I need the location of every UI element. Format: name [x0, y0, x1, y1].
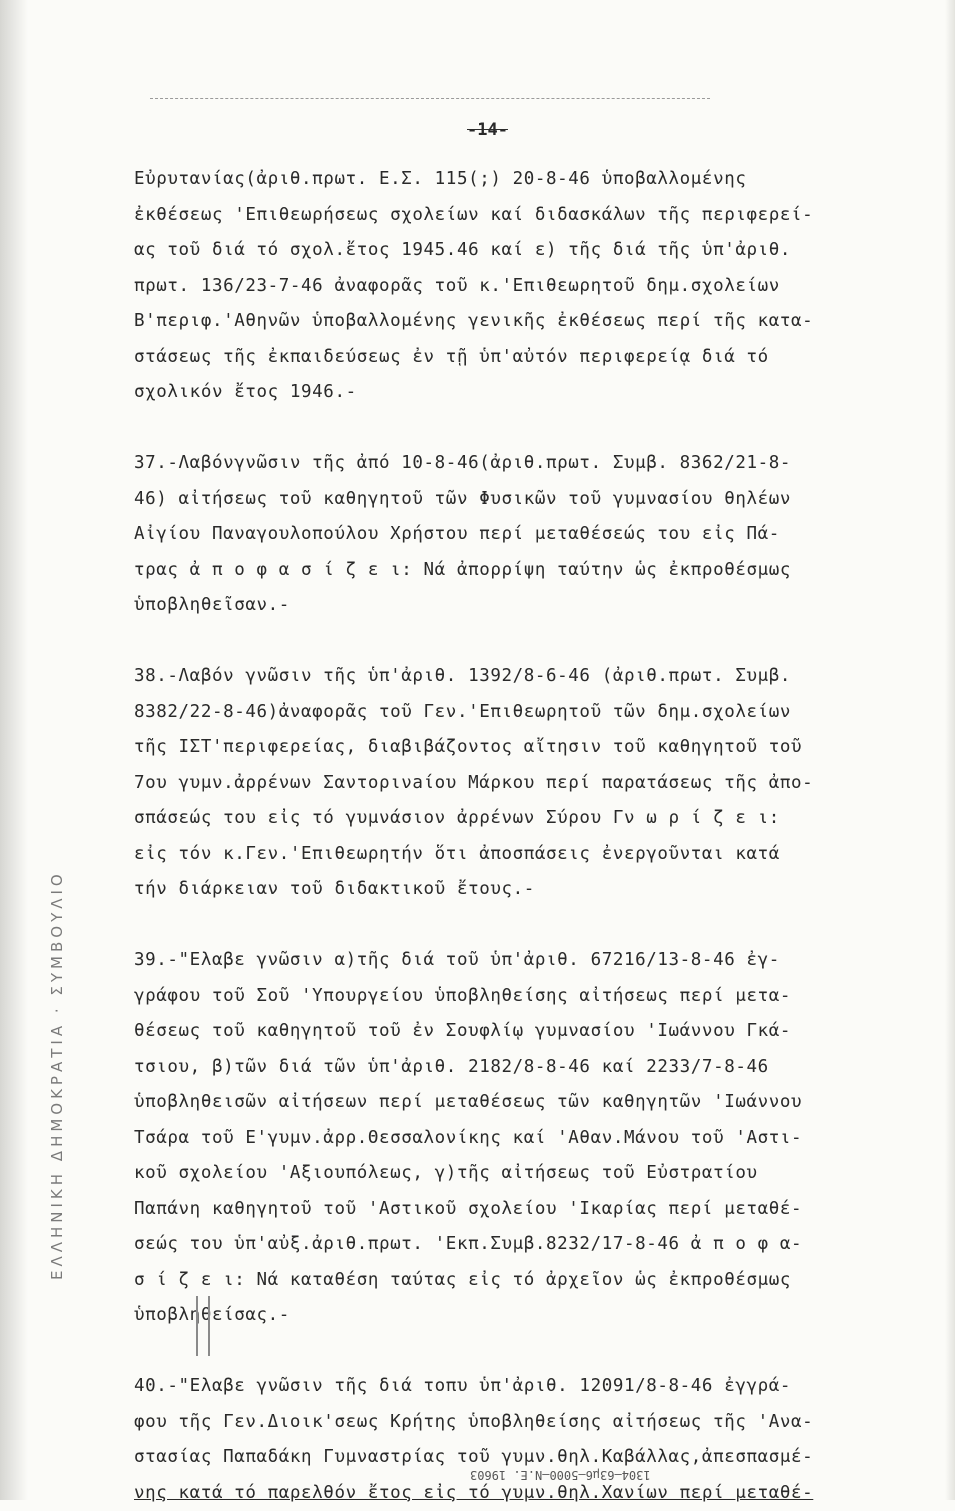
text-line: σεώς του ὑπ'αὐξ.ἀριθ.πρωτ. 'Εκπ.Συμβ.8232/17-8-46 ἀ π ο φ α- — [134, 1227, 934, 1263]
top-dashed-rule — [150, 98, 710, 99]
paragraph — [134, 943, 934, 1334]
margin-stamp: ΕΛΛΗΝΙΚΗ ΔΗΜΟΚΡΑΤΙΑ · ΣΥΜΒΟΥΛΙΟ — [48, 870, 66, 1280]
paragraph-gap — [134, 1334, 934, 1370]
text-line: Παπάνη καθηγητοῦ τοῦ 'Αστικοῦ σχολείου 'Ικαρίας περί μεταθέ- — [134, 1192, 934, 1228]
margin-mark — [196, 1296, 210, 1356]
text-line: ας τοῦ διά τό σχολ.ἔτος 1945.46 καί ε) τῆς διά τῆς ὑπ'ἀριθ. — [134, 233, 934, 269]
paragraph — [134, 1369, 934, 1511]
text-line: ὑποβληθεῖσαν.- — [134, 588, 934, 624]
text-line: 39.-"Ελαβε γνῶσιν α)τῆς διά τοῦ ὑπ'ἀριθ. 67216/13-8-46 ἐγ- — [134, 943, 934, 979]
paragraph-gap — [134, 411, 934, 447]
paragraph — [134, 446, 934, 624]
text-line: τῆς ΙΣΤ'περιφερείας, διαβιβάζοντος αἴτησιν τοῦ καθηγητοῦ τοῦ — [134, 730, 934, 766]
document-body — [134, 162, 934, 1511]
text-line: εἰς τόν κ.Γεν.'Επιθεωρητήν ὅτι ἀποσπάσεις ἐνεργοῦνται κατά — [134, 837, 934, 873]
text-line: Τσάρα τοῦ Ε'γυμν.ἀρρ.Θεσσαλονίκης καί 'Αθαν.Μάνου τοῦ 'Αστι- — [134, 1121, 934, 1157]
text-line: στάσεως τῆς ἐκπαιδεύσεως ἐν τῇ ὑπ'αὐτόν περιφερείᾳ διά τό — [134, 340, 934, 376]
text-line: τρας ἀ π ο φ α σ ί ζ ε ι: Νά ἀπορρίψη ταύτην ὡς ἐκπροθέσμως — [134, 553, 934, 589]
printer-footer: 1304—63μ6—5000—Ν.Ε. 19603 — [470, 1468, 651, 1482]
text-line: Β'περιφ.'Αθηνῶν ὑποβαλλομένης γενικῆς ἐκθέσεως περί τῆς κατα- — [134, 304, 934, 340]
text-line: γράφου τοῦ Σοῦ 'Υπουργείου ὑποβληθείσης αἰτήσεως περί μετα- — [134, 979, 934, 1015]
page-edge — [945, 0, 955, 1500]
page-number: -14- — [467, 120, 508, 140]
text-line: 38.-Λαβόν γνῶσιν τῆς ὑπ'ἀριθ. 1392/8-6-46 (ἀριθ.πρωτ. Συμβ. — [134, 659, 934, 695]
paragraph-gap — [134, 908, 934, 944]
paragraph-gap — [134, 624, 934, 660]
text-line: 37.-Λαβόνγνῶσιν τῆς ἀπό 10-8-46(ἀριθ.πρωτ. Συμβ. 8362/21-8- — [134, 446, 934, 482]
paragraph — [134, 162, 934, 411]
paragraph — [134, 659, 934, 908]
text-line: 40.-"Ελαβε γνῶσιν τῆς διά τοπυ ὑπ'ἀριθ. 12091/8-8-46 ἐγγρά- — [134, 1369, 934, 1405]
text-line: 7ου γυμν.ἀρρένων Σαντορινaίου Μάρκου περί παρατάσεως τῆς ἀπο- — [134, 766, 934, 802]
text-line: σχολικόν ἔτος 1946.- — [134, 375, 934, 411]
text-line: Αἰγίου Παναγουλοπούλου Χρήστου περί μεταθέσεώς του εἰς Πά- — [134, 517, 934, 553]
text-line: ὑποβληθείσας.- — [134, 1298, 934, 1334]
text-line: σ ί ζ ε ι: Νά καταθέση ταύτας εἰς τό ἀρχεῖον ὡς ἐκπροθέσμως — [134, 1263, 934, 1299]
text-line: ὑποβληθεισῶν αἰτήσεων περί μεταθέσεως τῶν καθηγητῶν 'Ιωάννου — [134, 1085, 934, 1121]
text-line: 46) αἰτήσεως τοῦ καθηγητοῦ τῶν Φυσικῶν τοῦ γυμνασίου θηλέων — [134, 482, 934, 518]
text-line: στασίας Παπαδάκη Γυμναστρίας τοῦ γυμν.θηλ.Καβάλλας,ἀπεσπασμέ- — [134, 1440, 934, 1476]
binding-shadow — [0, 0, 28, 1500]
text-line: Εὐρυτανίας(ἀριθ.πρωτ. Ε.Σ. 115(;) 20-8-46 ὑποβαλλομένης — [134, 162, 934, 198]
text-line: νης κατά τό παρελθόν ἔτος εἰς τό γυμν.θηλ.Χανίων περί μεταθέ- — [134, 1476, 934, 1511]
text-line: τσιου, β)τῶν διά τῶν ὑπ'ἀριθ. 2182/8-8-46 καί 2233/7-8-46 — [134, 1050, 934, 1086]
text-line: πρωτ. 136/23-7-46 ἀναφορᾶς τοῦ κ.'Επιθεωρητοῦ δημ.σχολείων — [134, 269, 934, 305]
text-line: σπάσεώς του εἰς τό γυμνάσιον ἀρρένων Σύρου Γν ω ρ ί ζ ε ι: — [134, 801, 934, 837]
text-line: φου τῆς Γεν.Διοικ'σεως Κρήτης ὑποβληθείσης αἰτήσεως τῆς 'Ανα- — [134, 1405, 934, 1441]
text-line: θέσεως τοῦ καθηγητοῦ τοῦ ἐν Σουφλίῳ γυμνασίου 'Ιωάννου Γκά- — [134, 1014, 934, 1050]
text-line: κοῦ σχολείου 'Αξιουπόλεως, γ)τῆς αἰτήσεως τοῦ Εὐστρατίου — [134, 1156, 934, 1192]
text-line: 8382/22-8-46)ἀναφορᾶς τοῦ Γεν.'Επιθεωρητοῦ τῶν δημ.σχολείων — [134, 695, 934, 731]
text-line: τήν διάρκειαν τοῦ διδακτικοῦ ἔτους.- — [134, 872, 934, 908]
text-line: ἐκθέσεως 'Επιθεωρήσεως σχολείων καί διδασκάλων τῆς περιφερεί- — [134, 198, 934, 234]
